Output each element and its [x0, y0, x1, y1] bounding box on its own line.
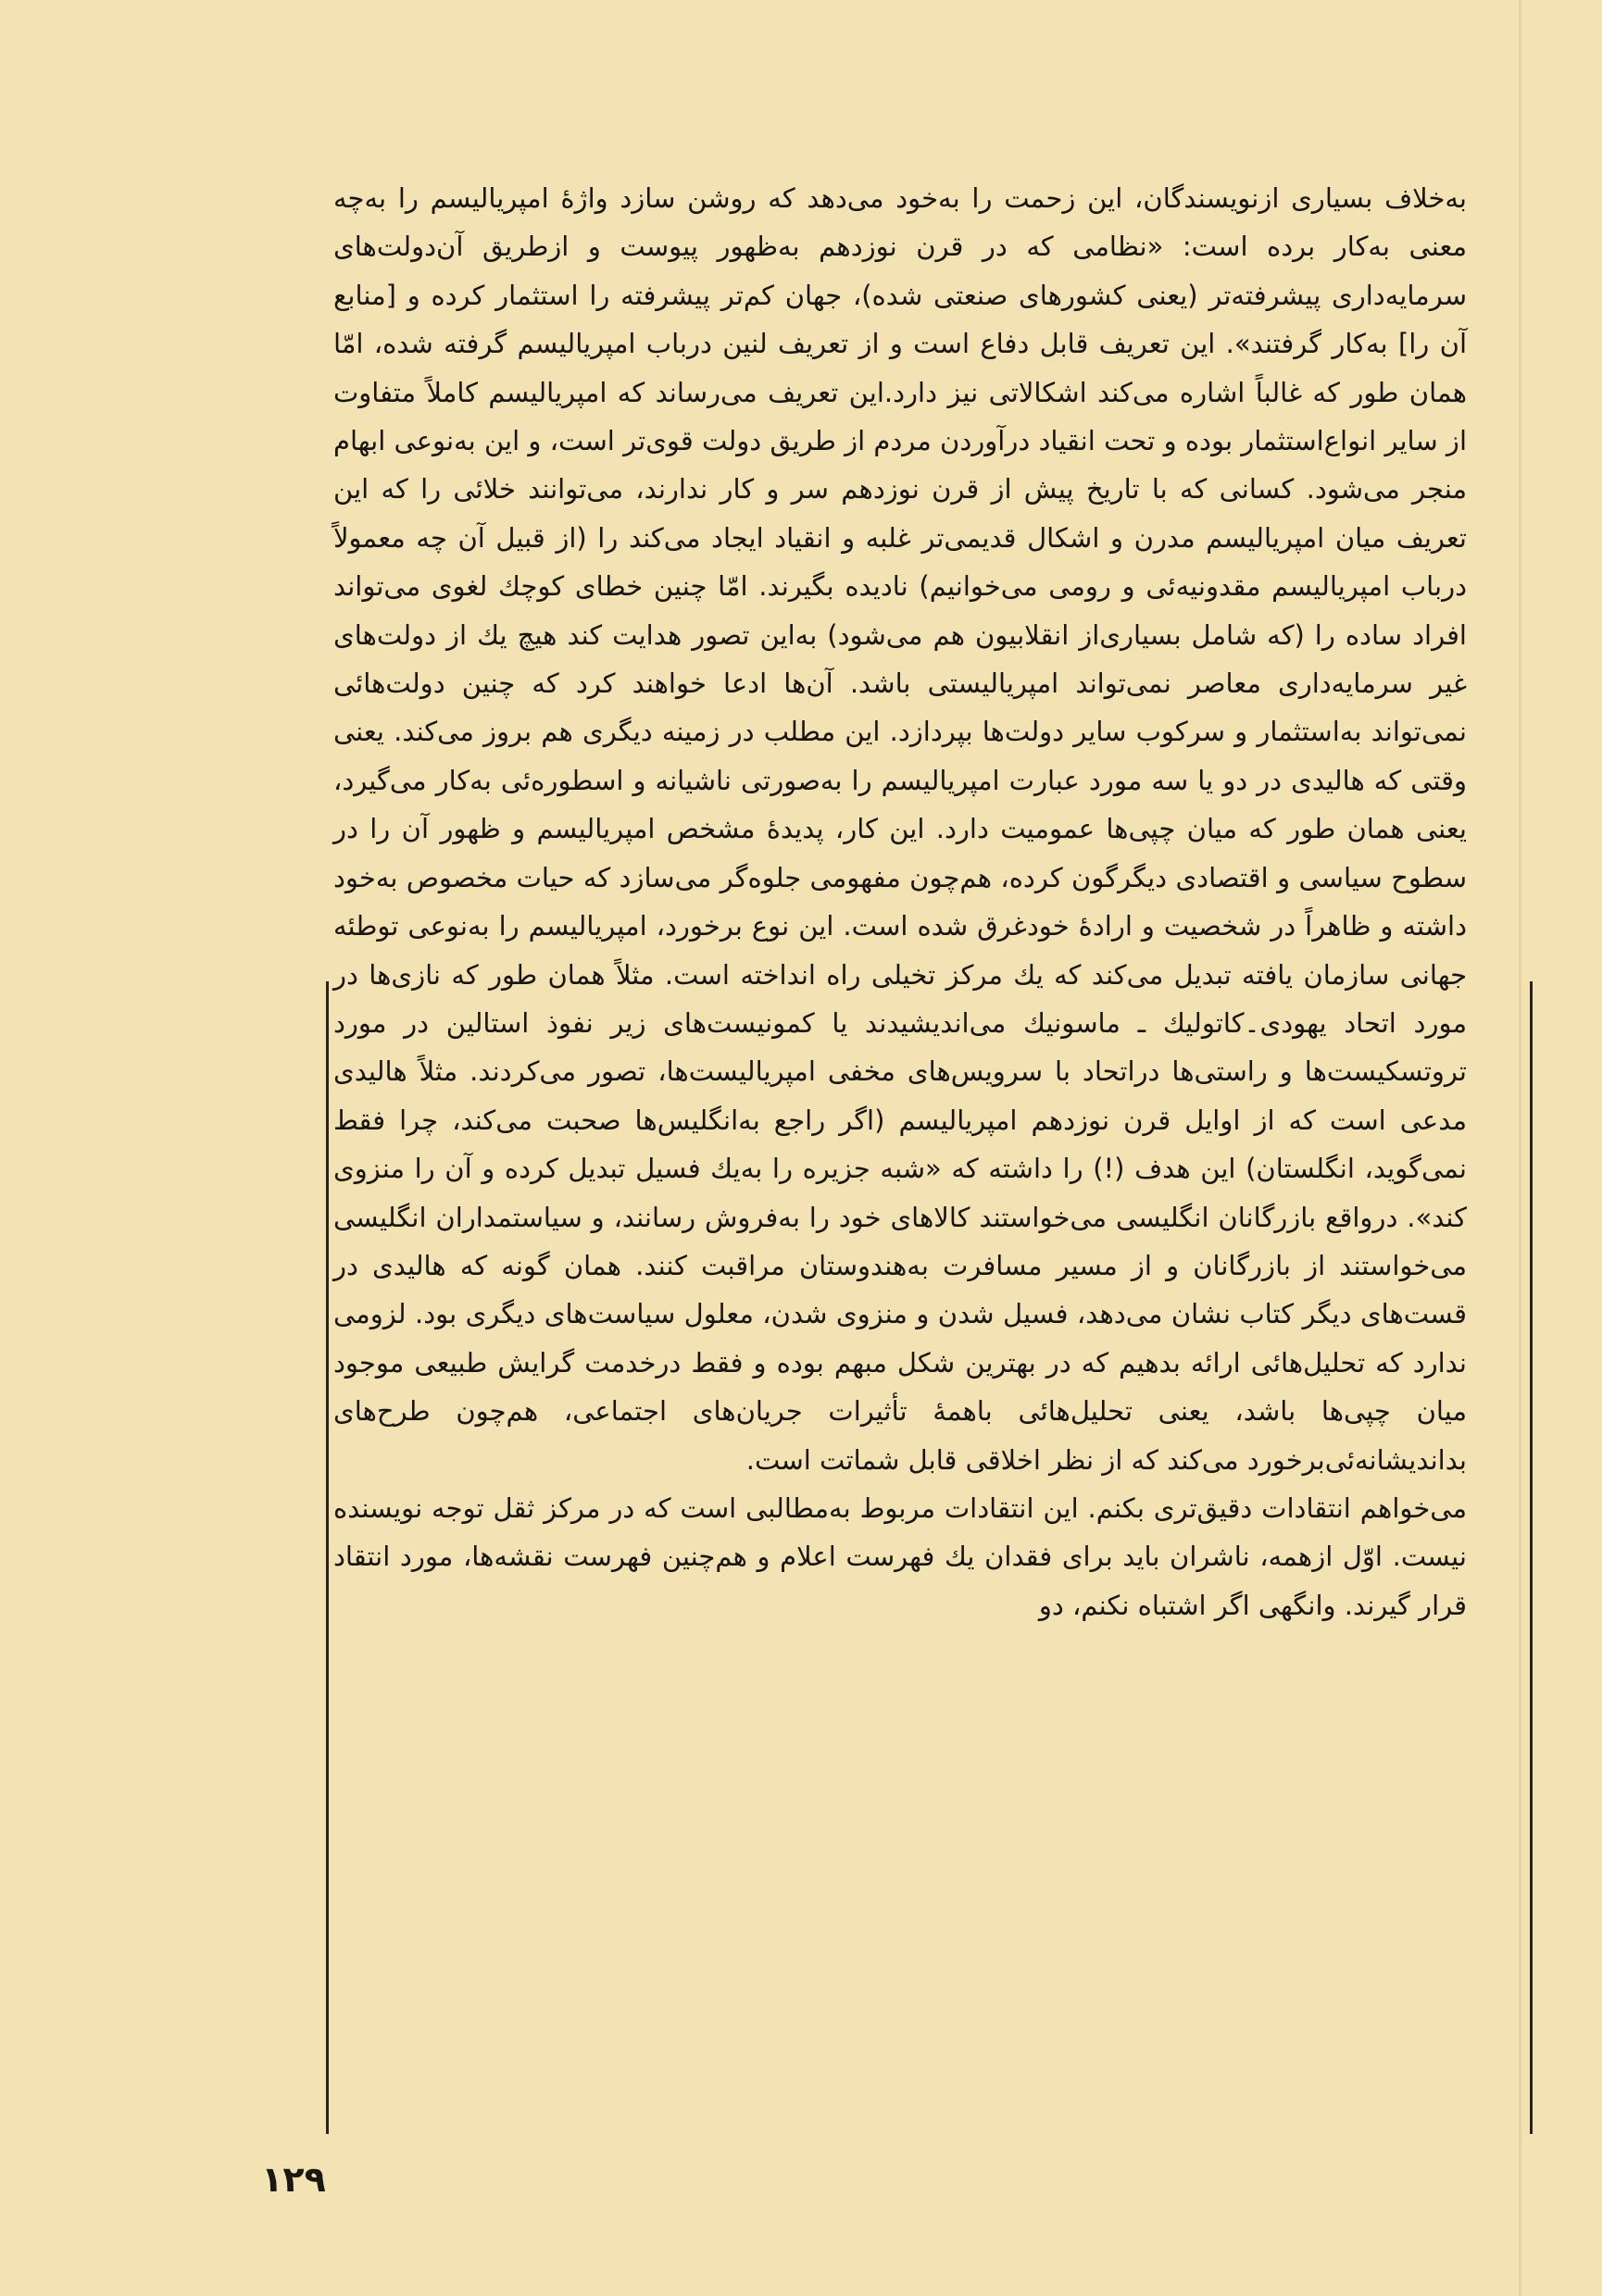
- margin-marker-right: [1530, 981, 1533, 2134]
- paragraph-2: می‌خواهم انتقادات دقیق‌تری بکنم. این انتقادات مربوط به‌مطالبی است که در مرکز ثقل توجه نویسنده نیست. اوّل ازهمه، ناشران باید برای فقدان یك فهرست اعلام و هم‌چنین فهرست نقشه‌ها، مورد انتقاد قرار گیرند. وانگهی اگر اشتباه نکنم، دو: [333, 1491, 1467, 1621]
- page-right-edge: [1602, 0, 1615, 2296]
- page-fold-line: [1519, 0, 1521, 2296]
- paragraph-1: به‌خلاف بسیاری ازنویسندگان، این زحمت را به‌خود می‌دهد که روشن سازد واژهٔ امپریالیسم را به‌چه معنی به‌کار برده است: «نظامی که در قرن نوزدهم به‌ظهور پیوست و ازطریق آن‌دولت‌های سرمایه‌داری پیشرفته‌تر (یعنی کشورهای صنعتی شده)، جهان کم‌تر پیشرفته را استثمار کرده و [منابع آن را] به‌کار گرفتند». این تعریف قابل دفاع است و از تعریف لنین درباب امپریالیسم گرفته شده، امّا همان طور که غالباً اشاره می‌کند اشکالاتی نیز دارد.این تعریف می‌رساند که امپریالیسم کاملاً متفاوت از سایر انواع‌استثمار بوده و تحت انقیاد درآوردن مردم از طریق دولت قوی‌تر است، و این به‌نوعی ابهام منجر می‌شود. کسانی که با تاریخ پیش از قرن نوزدهم سر و کار ندارند، می‌توانند خلائی را که این تعریف میان امپریالیسم مدرن و اشکال قدیمی‌تر غلبه و انقیاد ایجاد می‌کند را (از قبیل آن چه معمولاً درباب امپریالیسم مقدونیه‌ئی و رومی می‌خوانیم) نادیده بگیرند. امّا چنین خطای کوچك لغوی می‌تواند افراد ساده را (که شامل بسیاری‌از انقلابیون هم می‌شود) به‌این تصور هدایت کند هیچ یك از دولت‌های غیر سرمایه‌داری معاصر نمی‌تواند امپریالیستی باشد. آن‌ها ادعا خواهند کرد که چنین دولت‌هائی نمی‌تواند به‌استثمار و سرکوب سایر دولت‌ها بپردازد. این مطلب در زمینه دیگری هم بروز می‌کند. یعنی وقتی که هالیدی در دو یا سه مورد عبارت امپریالیسم را به‌صورتی ناشیانه و اسطوره‌ئی به‌کار می‌گیرد، یعنی همان طور که میان چپی‌ها عمومیت دارد. این کار، پدیدهٔ مشخص امپریالیسم و ظهور آن را در سطوح سیاسی و اقتصادی دیگرگون کرده، هم‌چون مفهومی جلوه‌گر می‌سازد که حیات مخصوص به‌خود داشته و ظاهراً در شخصیت و ارادهٔ خودغرق شده است. این نوع برخورد، امپریالیسم را به‌نوعی توطئه جهانی سازمان یافته تبدیل می‌کند که یك مرکز تخیلی راه انداخته است. مثلاً همان طور که نازی‌ها در مورد اتحاد یهودی۔کاتولیك ـ ماسونیك می‌اندیشیدند یا کمونیست‌های زیر نفوذ استالین در مورد تروتسکیست‌ها و راستی‌ها دراتحاد با سرویس‌های مخفی امپریالیست‌ها، تصور می‌کردند. مثلاً هالیدی مدعی است که از اوایل قرن نوزدهم امپریالیسم (اگر راجع به‌انگلیس‌ها صحبت می‌کند، چرا فقط نمی‌گوید، انگلستان) این هدف (!) را داشته که «شبه جزیره را به‌یك فسیل تبدیل کرده و آن را منزوی کند». درواقع بازرگانان انگلیسی می‌خواستند کالاهای خود را به‌فروش رسانند، و سیاستمداران انگلیسی می‌خواستند از بازرگانان و از مسیر مسافرت به‌هندوستان مراقبت کنند. همان گونه که هالیدی در قست‌های دیگر کتاب نشان می‌دهد، فسیل شدن و منزوی شدن، معلول سیاست‌های دیگری بود. لزومی ندارد که تحلیل‌هائی ارائه بدهیم که در بهترین شکل مبهم بوده و فقط درخدمت گرایش طبیعی موجود میان چپی‌ها باشد، یعنی تحلیل‌هائی باهمهٔ تأثیرات جریان‌های اجتماعی، هم‌چون طرح‌های بداندیشانه‌ئی‌برخورد می‌کند که از نظر اخلاقی قابل شماتت است.: [333, 182, 1467, 1476]
- body-text: [333, 174, 1467, 1629]
- margin-marker-left: [326, 981, 329, 2134]
- page-number: ۱۲۹: [261, 2159, 326, 2200]
